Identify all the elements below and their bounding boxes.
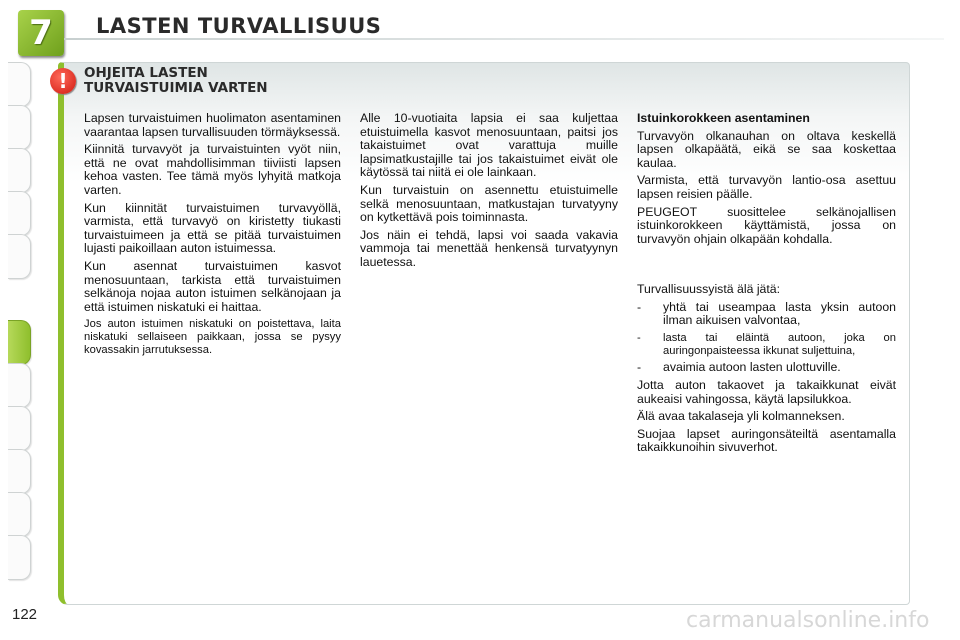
chapter-tab[interactable]: [8, 62, 31, 107]
paragraph: PEUGEOT suosittelee selkänojallisen istuinkorokkeen käyttämistä, jossa on turvavyön ohjain olkapään kohdalla.: [637, 204, 896, 246]
column-2: [360, 112, 618, 274]
paragraph: Älä avaa takalaseja yli kolmanneksen.: [637, 409, 845, 424]
list-dash: -: [637, 331, 641, 344]
list-item: [637, 332, 896, 358]
paragraph: Jos auton istuimen niskatuki on poistettava, laita niskatuki sellaiseen paikkaan, jossa se pysyy kovassakin jarrutuksessa.: [84, 318, 341, 356]
panel-title: [84, 66, 268, 96]
chapter-tab[interactable]: [8, 449, 31, 494]
list-item: [637, 301, 896, 328]
chapter-tabs: [0, 62, 44, 582]
list-dash: -: [637, 360, 642, 375]
chapter-tab[interactable]: [8, 191, 31, 236]
chapter-tab[interactable]: [8, 234, 31, 279]
column-3: [637, 112, 896, 250]
chapter-badge: [18, 10, 64, 56]
paragraph: Kun turvaistuin on asennettu etuistuimelle selkä menosuuntaan, matkustajan turvatyyny on kytkettävä pois toiminnasta.: [360, 182, 618, 225]
paragraph: Turvallisuussyistä älä jätä:: [637, 282, 781, 296]
paragraph: Suojaa lapset auringonsäteiltä asentamalla takaikkunoihin sivuverhot.: [637, 426, 896, 455]
paragraph: Jos näin ei tehdä, lapsi voi saada vakavia vammoja tai menettää henkensä turvatyynyn lauetessa.: [360, 227, 618, 269]
chapter-tab[interactable]: [8, 535, 31, 580]
panel-title-line2: TURVAISTUIMIA VARTEN: [84, 80, 268, 96]
column-3-safety: [637, 283, 896, 459]
chapter-tab[interactable]: [8, 105, 31, 150]
section-heading: Istuinkorokkeen asentaminen: [637, 111, 810, 125]
header-divider: [64, 38, 944, 40]
column-1: [84, 112, 341, 361]
list-item-text: yhtä tai useampaa lasta yksin autoon ilman aikuisen valvontaa,: [663, 299, 896, 328]
chapter-tab-active[interactable]: [8, 320, 31, 365]
paragraph: Lapsen turvaistuimen huolimaton asentaminen vaarantaa lapsen turvallisuuden törmäyksessä.: [84, 111, 341, 139]
list-dash: -: [637, 299, 642, 314]
paragraph: Kiinnitä turvavyöt ja turvaistuinten vyöt niin, että ne ovat mahdollisimman tiiviisti lapsen kehoa vasten. Tee tämä myös lyhyitä matkoja varten.: [84, 142, 341, 197]
chapter-tab[interactable]: [8, 148, 31, 193]
paragraph: Alle 10-vuotiaita lapsia ei saa kuljettaa etuistuimella kasvot menosuuntaan, paitsi jos takaistuimet ovat varattuja muille lapsimatkustajille tai jos takaistuimet eivät ole käytössä tai niitä ei ole lainkaan.: [360, 111, 618, 180]
chapter-tab[interactable]: [8, 406, 31, 451]
list-item: [637, 361, 896, 375]
paragraph: Turvavyön olkanauhan on oltava keskellä lapsen olkapäätä, eikä se saa koskettaa kaulaa.: [637, 128, 896, 170]
chapter-tab[interactable]: [8, 492, 31, 537]
page-title: LASTEN TURVALLISUUS: [96, 14, 382, 38]
paragraph: Kun kiinnität turvaistuimen turvavyöllä, varmista, että turvavyö on kiristetty tiukasti turvaistuimeen ja että se pitää turvaistuimen lujasti paikoillaan auton istuimessa.: [84, 200, 341, 256]
paragraph: Kun asennat turvaistuimen kasvot menosuuntaan, tarkista että turvaistuimen selkänoja nojaa auton istuimen selkänojaan ja että istuimen niskatuki ei haittaa.: [84, 258, 341, 314]
panel-title-line1: OHJEITA LASTEN: [84, 65, 208, 81]
chapter-tab[interactable]: [8, 363, 31, 408]
list-item-text: avaimia autoon lasten ulottuville.: [663, 360, 841, 375]
paragraph: Jotta auton takaovet ja takaikkunat eivät aukeaisi vahingossa, käytä lapsilukkoa.: [637, 377, 896, 406]
exclamation-icon: !: [50, 68, 76, 94]
chapter-number: 7: [29, 13, 53, 53]
page-number: 122: [12, 606, 38, 623]
watermark: carmanualsonline.info: [686, 608, 930, 633]
paragraph: Varmista, että turvavyön lantio-osa asettuu lapsen reisien päälle.: [637, 173, 896, 201]
list-item-text: lasta tai eläintä autoon, joka on auringonpaisteessa ikkunat suljettuina,: [663, 331, 896, 357]
